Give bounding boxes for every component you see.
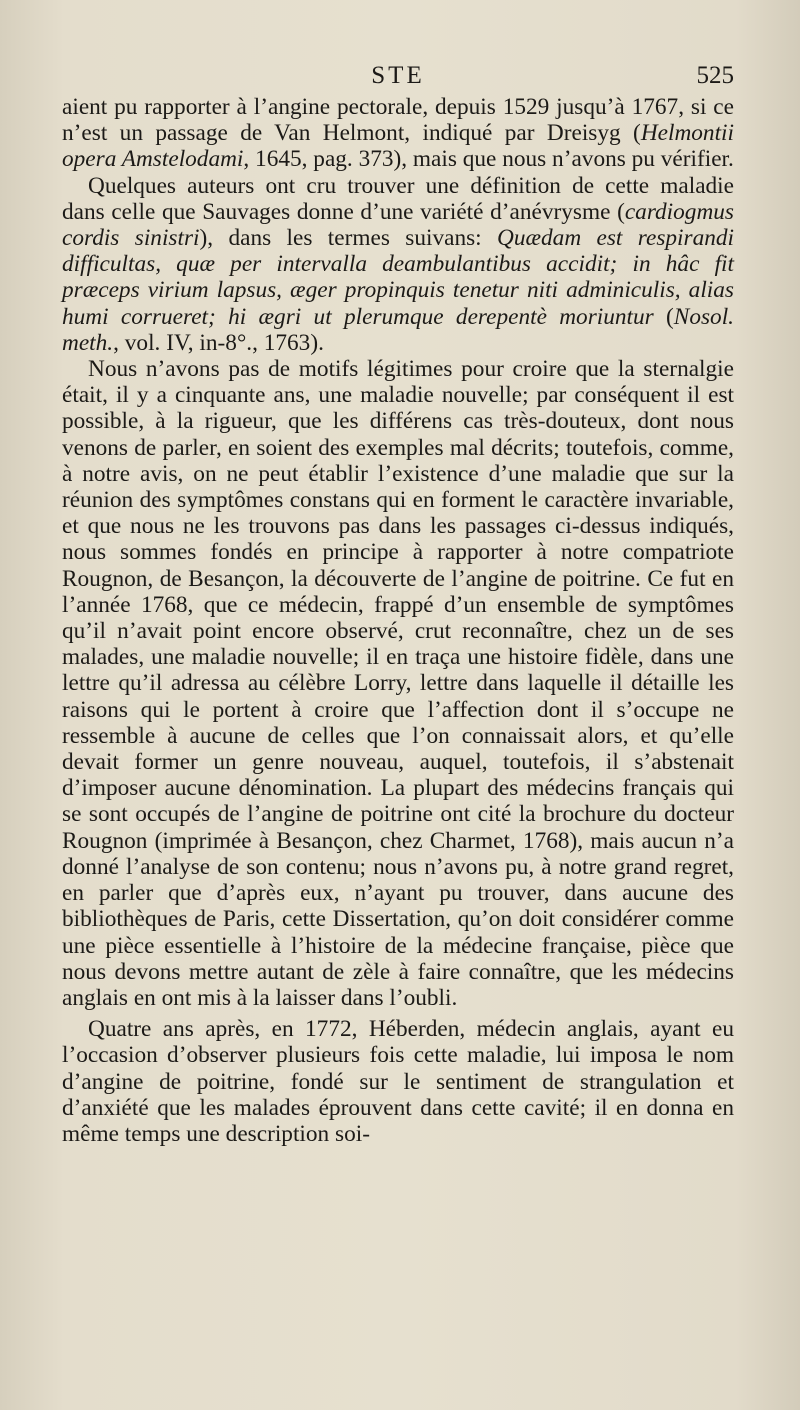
page-header: [62, 62, 734, 94]
text-run: Quatre ans après, en 1772, Héberden, médecin anglais, ayant eu l’occasion d’observer plusieurs fois cette maladie, lui imposa le nom d’angine de poitrine, fondé sur le sentiment de strangulation et d’anxiété que les malades éprouvent dans cette cavité; il en donna en même temps une description soi-: [62, 1016, 734, 1147]
text-run: , vol. IV, in-8°., 1763).: [113, 329, 324, 356]
body-text: [62, 94, 734, 1147]
italic-text: Nosol. meth.: [62, 303, 734, 356]
text-run: Quelques auteurs ont cru trouver une définition de cette maladie dans celle que Sauvages donne d’une variété d’anévrysme (: [62, 172, 734, 225]
text-run: , 1645, pag. 373), mais que nous n’avons pu vérifier.: [243, 146, 734, 173]
running-head: STE: [371, 62, 425, 89]
text-run: ), dans les termes suivans:: [199, 225, 498, 252]
paragraph-1: [62, 94, 734, 173]
paragraph-4: [62, 1016, 734, 1147]
text-run: aient pu rapporter à l’angine pectorale, depuis 1529 jusqu’à 1767, si ce n’est un passage de Van Helmont, indiqué par Dreisyg (: [62, 94, 734, 147]
italic-text: Helmontii opera Amstelodami: [62, 120, 734, 173]
paragraph-2: [62, 173, 734, 356]
italic-text: Quædam est respirandi difficultas, quæ per intervalla deambulantibus accidit; in hâc fit præceps virium lapsus, æger propinquis tenetur niti adminiculis, alias humi corrueret; hi ægri ut plerumque derepentè moriuntur: [62, 225, 734, 330]
page-number: 525: [696, 62, 734, 89]
text-run: Nous n’avons pas de motifs légitimes pour croire que la sternalgie était, il y a cinquante ans, une maladie nouvelle; par conséquent il est possible, à la rigueur, que les différens cas très-douteux, dont nous venons de parler, en soient des exemples mal décrits; toutefois, comme, à notre avis, on ne peut établir l’existence d’une maladie que sur la réunion des symptômes constans qui en forment le caractère invariable, et que nous ne les trouvons pas dans les passages ci-dessus indiqués, nous sommes fondés en principe à rapporter à notre compatriote Rougnon, de Besançon, la découverte de l’angine de poitrine. Ce fut en l’année 1768, que ce médecin, frappé d’un ensemble de symptômes qu’il n’avait point encore observé, crut reconnaître, chez un de ses malades, une maladie nouvelle; il en traça une histoire fidèle, dans une lettre qu’il adressa au célèbre Lorry, lettre dans laquelle il détaille les raisons qui le portent à croire que l’affection dont il s’occupe ne ressemble à aucune de celles que l’on connaissait alors, et qu’elle devait former un genre nouveau, auquel, toutefois, il s’abstenait d’imposer aucune dénomination. La plupart des médecins français qui se sont occupés de l’angine de poitrine ont cité la brochure du docteur Rougnon (imprimée à Besançon, chez Charmet, 1768), mais aucun n’a donné l’analyse de son contenu; nous n’avons pu, à notre grand regret, en parler que d’après eux, n’ayant pu trouver, dans aucune des bibliothèques de Paris, cette Dissertation, qu’on doit considérer comme une pièce essentielle à l’histoire de la médecine française, pièce que nous devons mettre autant de zèle à faire connaître, que les médecins anglais en ont mis à la laisser dans l’oubli.: [62, 356, 734, 1011]
italic-text: cardiogmus cordis sinistri: [62, 198, 734, 252]
paragraph-3: [62, 356, 734, 1011]
text-run: (: [653, 303, 674, 330]
